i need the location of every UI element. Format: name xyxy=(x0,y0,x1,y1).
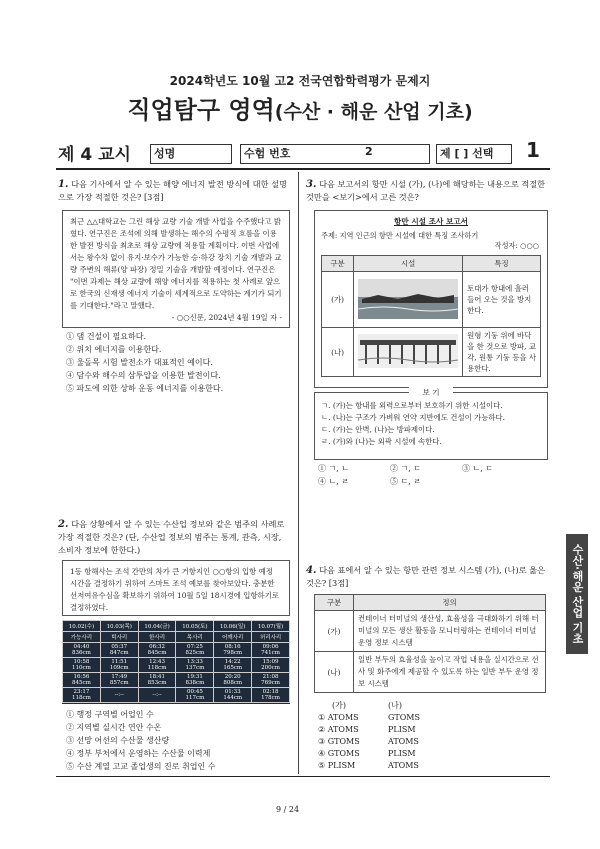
option[interactable]: ① 행정 구역별 어업인 수 xyxy=(66,710,154,719)
question-3-options xyxy=(318,462,546,488)
pier-image xyxy=(354,328,463,377)
option[interactable]: ④ GTOMS PLISM xyxy=(318,749,416,758)
option[interactable]: ① 댐 건설이 필요하다. xyxy=(66,332,146,341)
question-1-options xyxy=(66,330,290,395)
name-label: 성명 xyxy=(154,147,176,160)
option[interactable]: ② ATOMS PLISM xyxy=(318,725,416,734)
question-1-passage: 최근 △△대학교는 그린 해상 교량 기술 개발 사업을 수주했다고 밝혔다. 연구진은 조석에 의해 발생하는 해수의 수평적 흐름을 이용한 발전 방식을 최초로 해상 교량에 적용할 계획이다. 이번 사업에서는 왕수차 없이 유지·보수가 가능한 승·하강 장치 기술 개발과 교량 주변의 해류(양 파장) 정밀 기술을 개발할 예정이다. 연구진은 "이번 과제는 해상 교량에 해양 에너지를 적용하는 첫 사례로 앞으로 한국의 신재생 에너지 기술이 세계적으로 도약하는 계기가 되기를 기대한다."라고 말했다. - ○○신문, 2024년 4월 19일 자 - xyxy=(62,210,290,328)
option[interactable]: ⑤ 수산 계열 고교 졸업생의 진로 취업인 수 xyxy=(66,762,216,771)
report-subject: 주제: 지역 인근의 항만 시설에 대한 특징 조사하기 xyxy=(321,231,479,240)
question-1-source: - ○○신문, 2024년 4월 19일 자 - xyxy=(171,313,282,322)
footer-rule xyxy=(56,776,550,777)
exam-title: 2024학년도 10월 고2 전국연합학력평가 문제지 xyxy=(169,74,431,88)
option[interactable]: ④ 정부 부처에서 운영하는 수산물 이력제 xyxy=(66,749,211,758)
option[interactable]: ③ 울돌목 시험 발전소가 대표적인 예이다. xyxy=(66,358,213,367)
bogi-item: ㄱ. (가)는 항내를 외력으로부터 보호하기 위한 시설이다. xyxy=(321,401,503,410)
question-1-stem: 1. 다음 기사에서 알 수 있는 해양 에너지 발전 방식에 대한 설명으로 가장 적절한 것은? [3점] xyxy=(58,179,287,202)
tide-forecast-table: 10.02(수) 10.03(목) 10.04(금) 10.05(토) 10.06(일) 10.07(월) 가능사리 턱사리 한사리 목사리 어깨사리 허리사리 04:40 836cm 05:37 847cm 06:32 845cm 07:25 825cm 08:16 798cm 09:06 741cm 10:58 110cm 11:51 109cm 12:43 118cm 13:33 137cm 14:22 165cm 15:09 200cm 16:56 845cm 17:49 857cm 18:41 853cm 19:31 838cm 20:20 808cm 21:08 769cm 23:17 118cm --:-- --:-- 00:45 117cm 01:33 144cm 02:18 178cm xyxy=(62,620,290,704)
option[interactable]: ③ ㄴ, ㄷ xyxy=(462,464,494,473)
title-main: 직업탐구 영역 xyxy=(127,96,275,124)
period-label: 제 4 교시 xyxy=(58,145,131,165)
option[interactable]: ④ 담수와 해수의 삼투압을 이용한 발전이다. xyxy=(66,371,221,380)
subject-side-tab: 수산·해운 산업 기초 xyxy=(566,534,588,654)
title-sub: (수산 · 해운 산업 기초) xyxy=(274,101,473,123)
system-table: 구분 정의 (가) 컨테이너 터미널의 생산성, 효율성을 극대화하기 위해 터미널의 모든 생산 활동을 모니터링하는 컨테이너 터미널 운영 정보 시스템 (나) 일반 부두의 효율성을 높이고 작업 내용을 실시간으로 선사 및 화주에게 제공할 수 있도록 하는 일반 부두 운영 정보 시스템 xyxy=(314,594,546,693)
bogi-item: ㄴ. (나)는 구조가 가벼워 연약 지반에도 건설이 가능하다. xyxy=(321,413,505,422)
name-box xyxy=(150,144,232,164)
report-title: 항만 시설 조사 보고서 xyxy=(394,217,468,226)
exam-number-box xyxy=(240,144,430,164)
question-4-options: (가) (나) ① ATOMS GTOMS ② ATOMS PLISM ③ GTOMS ATOMS ④ GTOMS PLISM ⑤ PLISM ATOMS xyxy=(318,700,498,772)
question-4-stem: 4. 다음 표에서 알 수 있는 항만 관련 정보 시스템 (가), (나)로 옳은 것은? [3점] xyxy=(306,565,545,588)
page-number: 1 xyxy=(526,138,540,162)
footer-page: 9 / 24 xyxy=(276,805,300,814)
question-2-passage: 1등 항해사는 조석 간만의 차가 큰 거항지인 ○○항의 입항 예정 시간을 결정하기 위하여 스마트 조석 예보를 찾아보았다. 충분한 선저여유수심을 확보하기 위하여 10월 5일 18시경에 입항하기로 결정하였다. xyxy=(62,560,290,616)
bogi-item: ㄷ. (가)는 안벽, (나)는 방파제이다. xyxy=(321,425,435,434)
option[interactable]: ⑤ ㄷ, ㄹ xyxy=(390,477,422,486)
option[interactable]: ① ㄱ, ㄴ xyxy=(318,464,350,473)
bogi-item: ㄹ. (가)와 (나)는 외곽 시설에 속한다. xyxy=(321,437,442,446)
option[interactable]: ② 지역별 실시간 연안 수온 xyxy=(66,723,162,732)
option[interactable]: ④ ㄴ, ㄹ xyxy=(318,477,350,486)
option[interactable]: ① ATOMS GTOMS xyxy=(318,713,420,722)
question-3-stem: 3. 다음 보고서의 항만 시설 (가), (나)에 해당하는 내용으로 적절한 것만을 <보기>에서 고른 것은? xyxy=(306,179,546,202)
option[interactable]: ② ㄱ, ㄷ xyxy=(390,464,422,473)
option[interactable]: ⑤ PLISM ATOMS xyxy=(318,761,419,770)
header-rule xyxy=(56,168,550,170)
choice-box xyxy=(436,144,512,164)
question-2-stem: 2. 다음 상황에서 알 수 있는 수산업 정보와 같은 범주의 사례로 가장 적절한 것은? (단, 수산업 정보의 범주는 통계, 관측, 시장, 소비자 정보에 한한다.) xyxy=(58,519,285,555)
choice-label: 제 [ ] 선택 xyxy=(440,147,494,160)
exam-number-digit: 2 xyxy=(365,145,373,158)
option[interactable]: ③ 선망 어선의 수산물 생산량 xyxy=(66,736,170,745)
bogi-box xyxy=(314,388,548,460)
report-author: 작성자: ○○○ xyxy=(494,241,539,250)
column-divider xyxy=(298,172,299,774)
question-2-options xyxy=(66,708,290,773)
option[interactable]: ⑤ 파도에 의한 상하 운동 에너지를 이용한다. xyxy=(66,384,224,393)
option[interactable]: ③ GTOMS ATOMS xyxy=(318,737,419,746)
report-box xyxy=(314,210,548,388)
subject-title xyxy=(0,90,600,125)
breakwater-image xyxy=(354,272,463,328)
bogi-title: 보 기 xyxy=(409,387,453,398)
report-table: 구분 시설 특징 (가) 토대가 항내에 흘러들어 오는 것을 방지한다. (나) 원형 기둥 위에 바닥을 한 것으로 방파, 교각, 원통 기둥 등을 사용한다. xyxy=(321,255,541,377)
option[interactable]: ② 위치 에너지를 이용한다. xyxy=(66,345,162,354)
exam-number-label: 수험 번호 xyxy=(244,147,291,160)
